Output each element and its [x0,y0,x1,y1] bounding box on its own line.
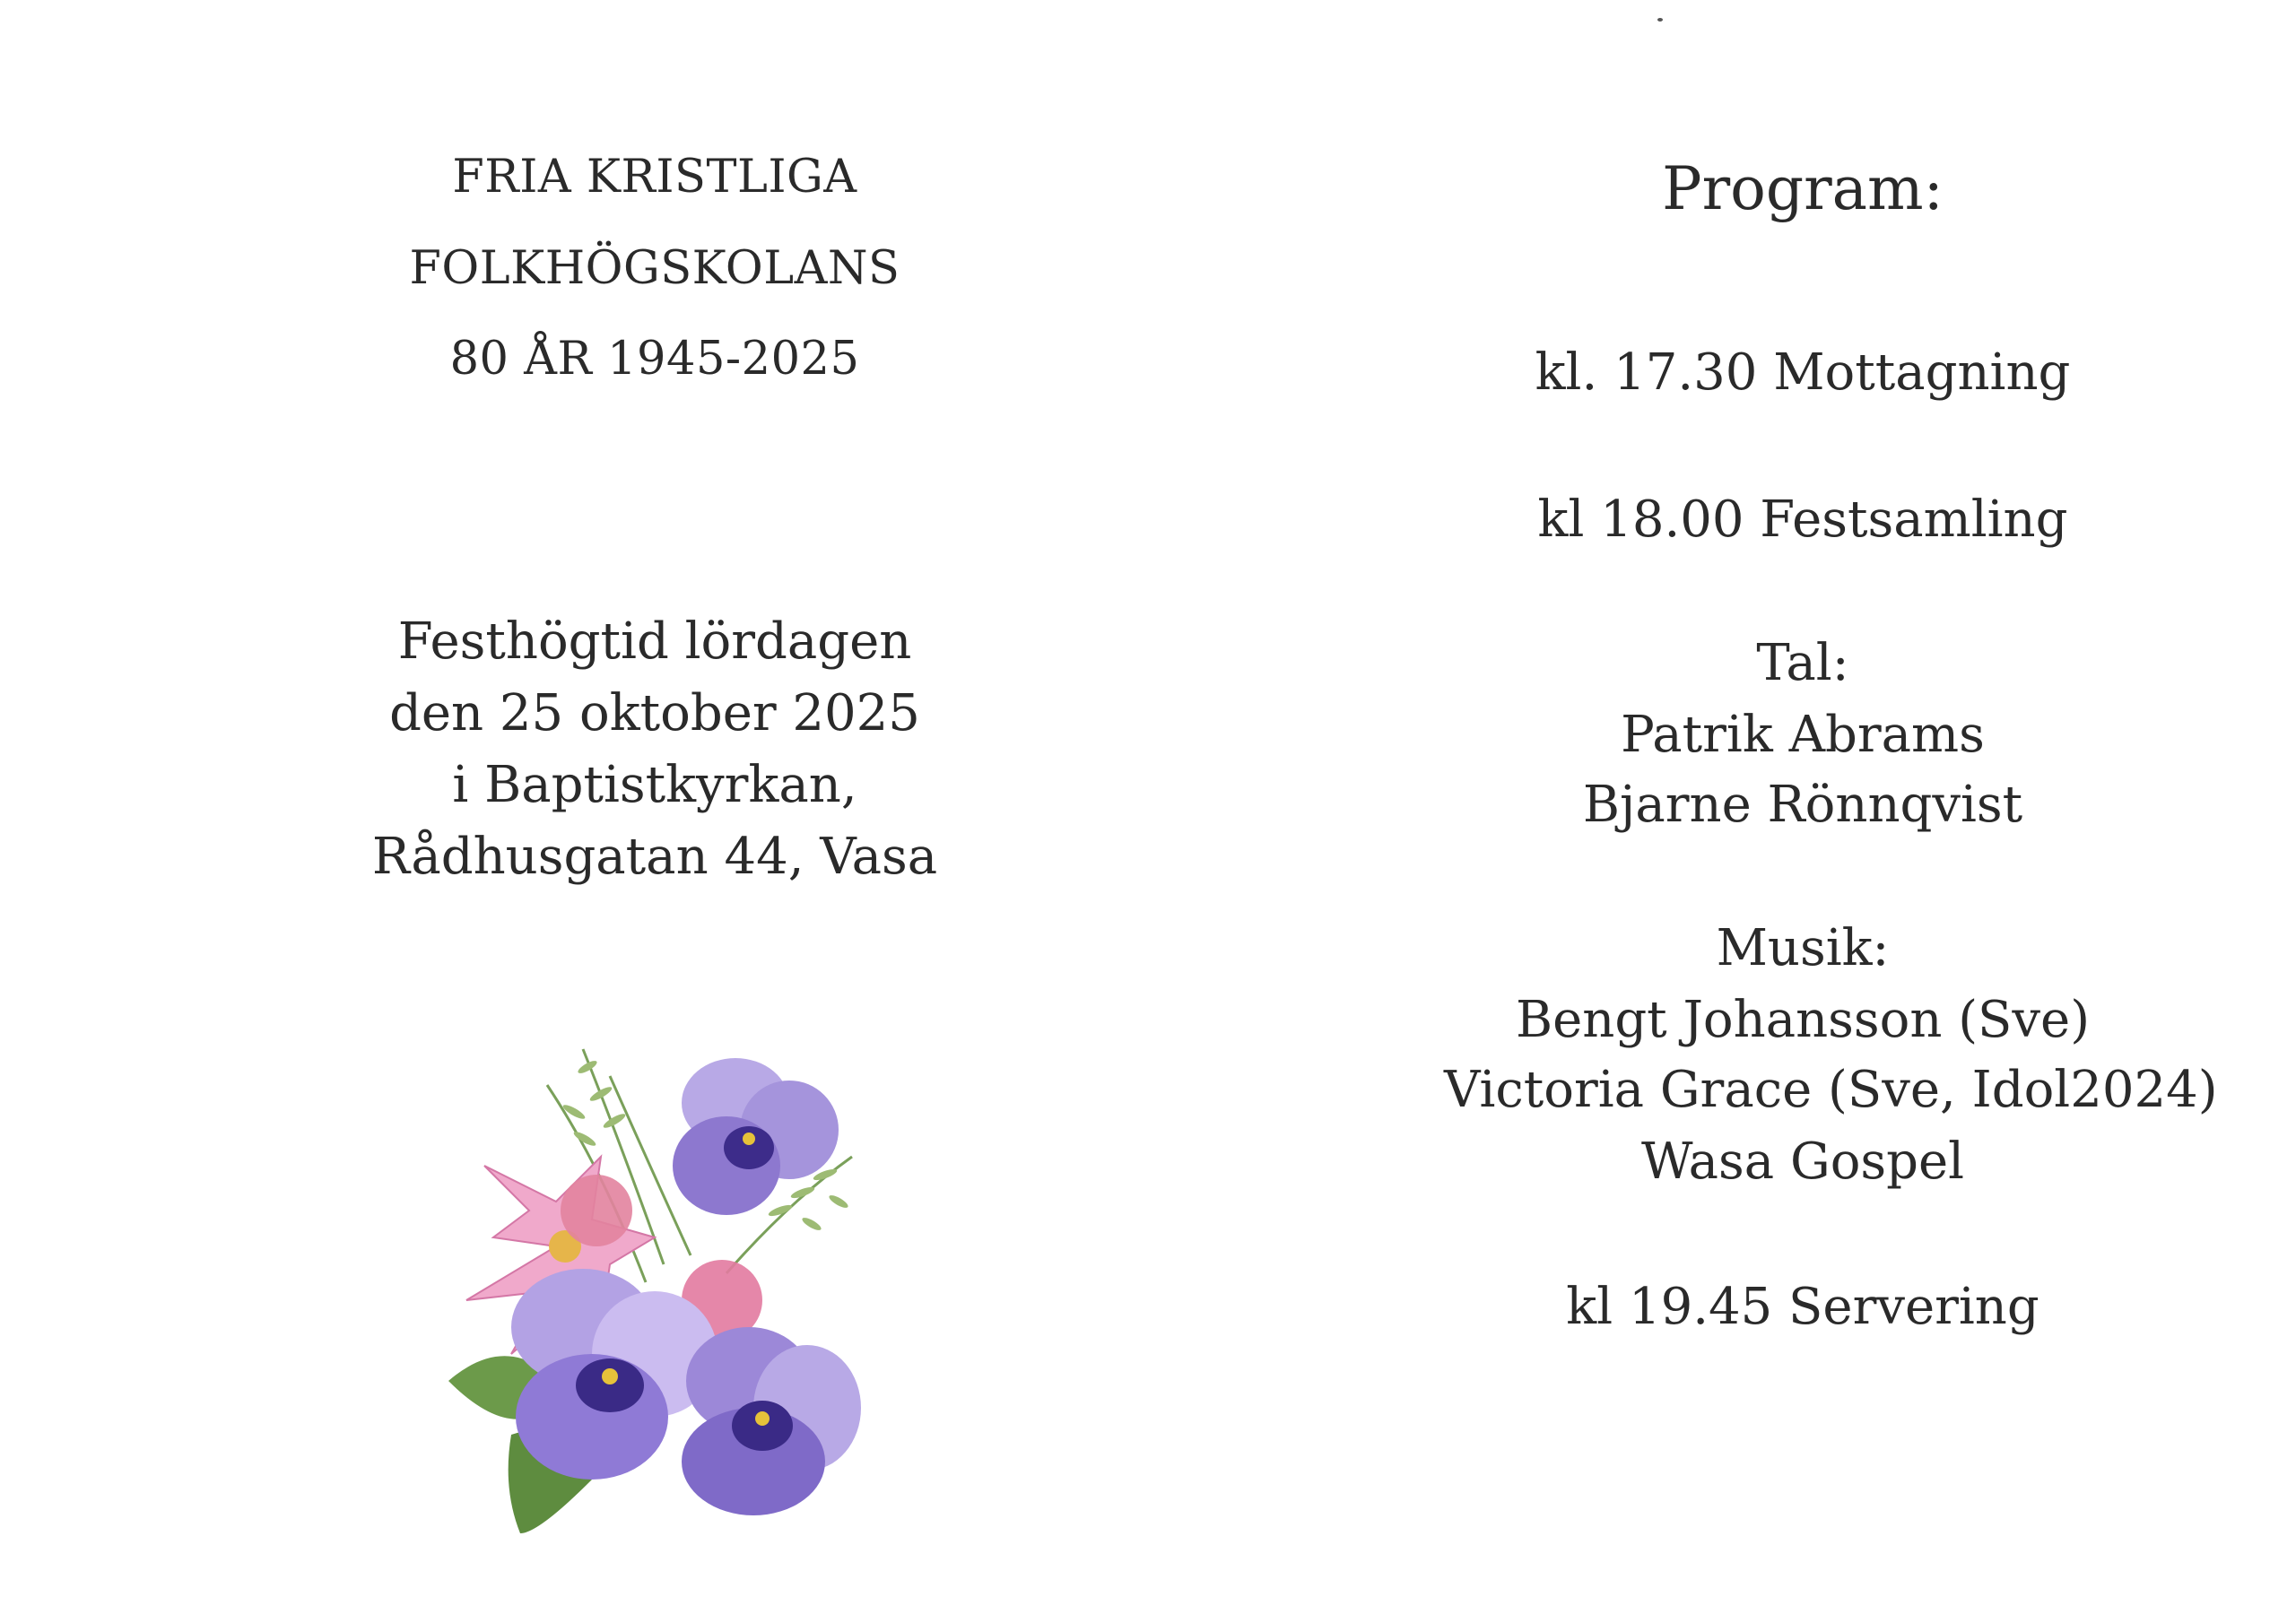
program-item-reception: kl. 17.30 Mottagning [1535,343,2071,402]
speakers-label: Tal: [1756,634,1849,692]
event-venue-line: i Baptistkyrkan, [452,756,857,814]
event-address-line: Rådhusgatan 44, Vasa [371,828,938,886]
musician-name: Wasa Gospel [1640,1133,1965,1191]
school-title-line-1: FRIA KRISTLIGA [452,151,857,204]
right-page [1309,0,2296,1623]
program-item-ceremony: kl 18.00 Festsamling [1537,490,2068,549]
music-label: Musik: [1716,919,1890,977]
event-date-line: den 25 oktober 2025 [389,684,920,742]
anniversary-line: 80 ÅR 1945-2025 [449,333,860,386]
event-line-1: Festhögtid lördagen [397,612,912,671]
musician-name: Bengt Johansson (Sve) [1515,991,2091,1049]
pansy-flower-icon [682,1327,861,1515]
speaker-name: Patrik Abrams [1621,706,1985,764]
scan-speck [1657,18,1663,22]
pansy-flower-icon [673,1058,839,1215]
musician-name: Victoria Grace (Sve, Idol2024) [1444,1061,2218,1119]
flower-bouquet-illustration [430,1031,897,1551]
program-item-serving: kl 19.45 Servering [1566,1278,2039,1336]
speaker-name: Bjarne Rönnqvist [1582,776,2023,834]
program-heading: Program: [1662,154,1944,223]
school-title-line-2: FOLKHÖGSKOLANS [409,242,900,295]
